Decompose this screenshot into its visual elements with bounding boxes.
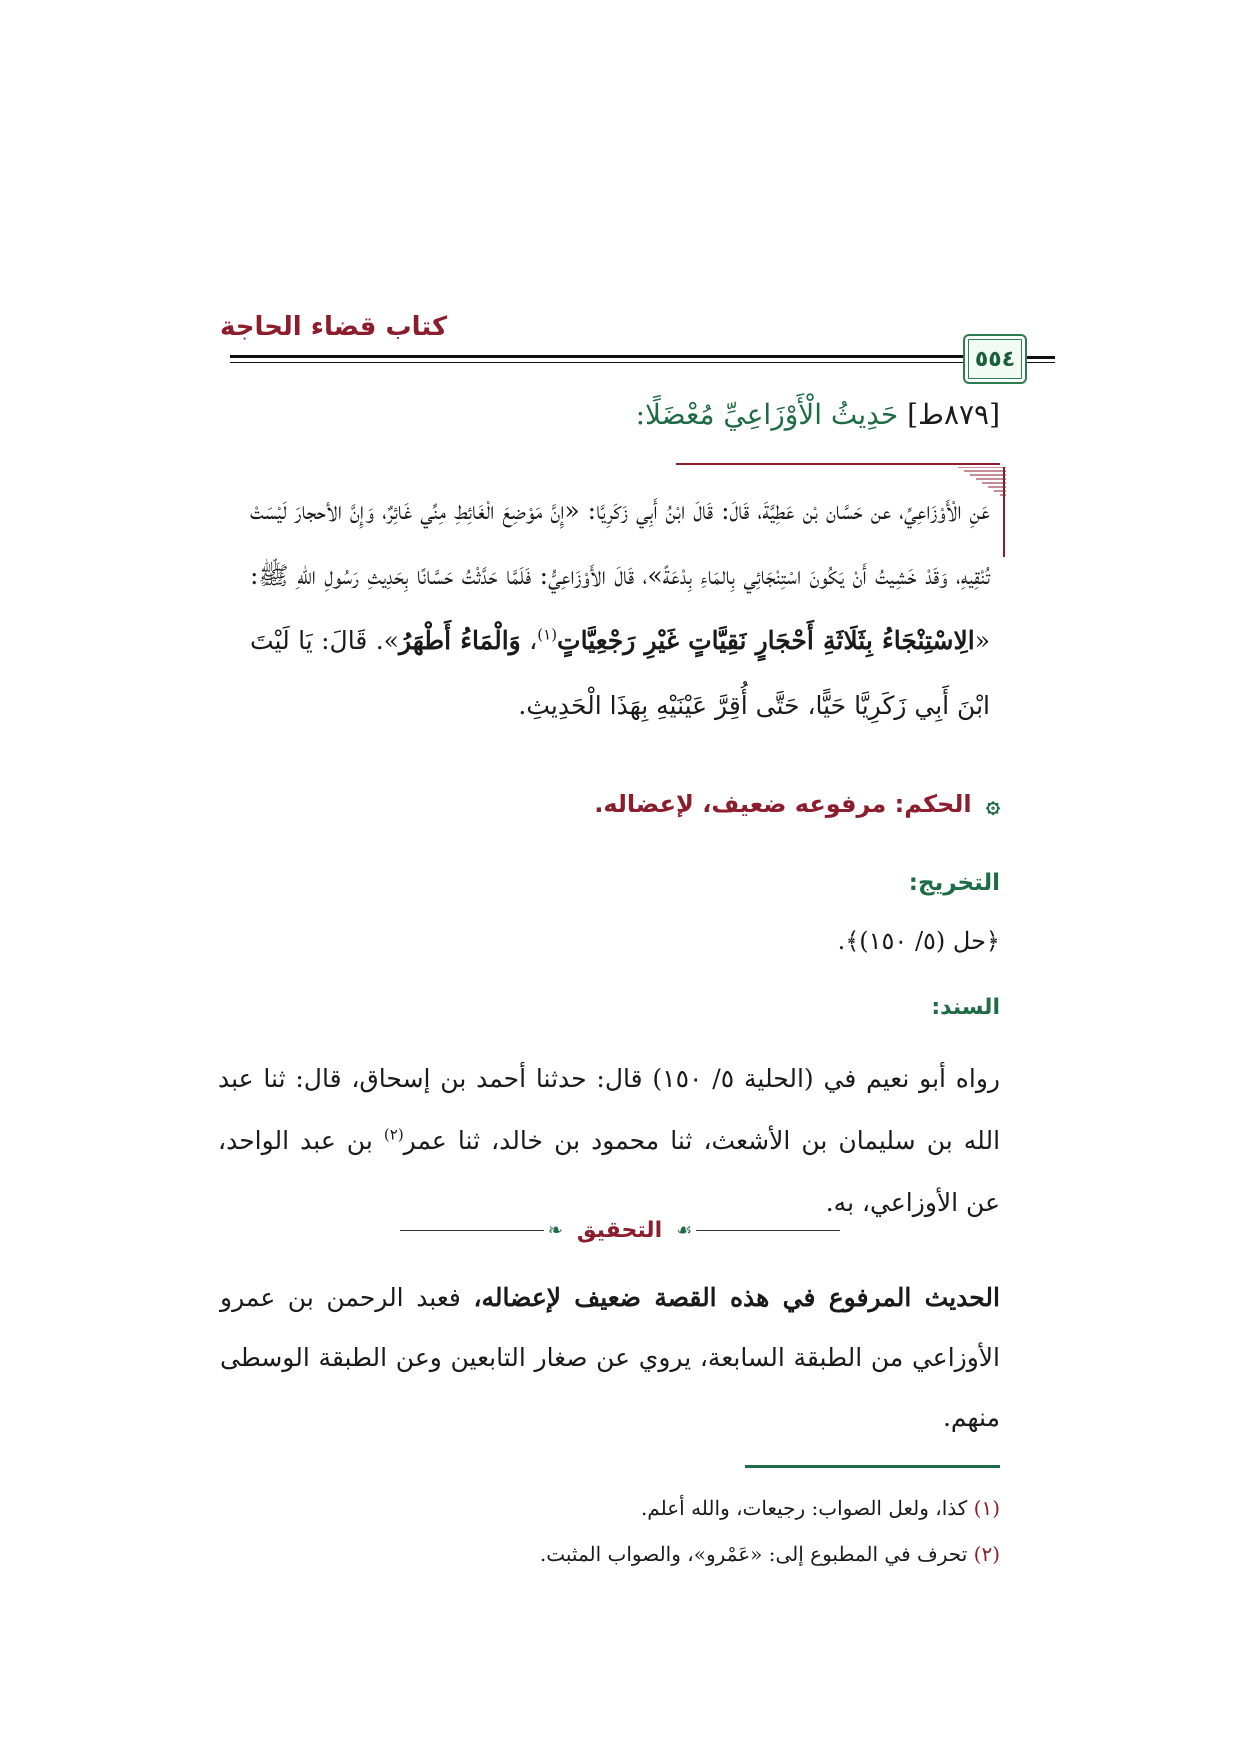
tahqiq-body: فعبد الرحمن بن عمرو الأوزاعي من الطبقة السابعة، يروي عن صغار التابعين وعن الطبقة الوسطى منهم. <box>220 1283 1000 1432</box>
hadith-text-part2: ». قَالَ: يَا لَيْتَ ابْنَ أَبِي زَكَرِيَّا حَيًّا، حَتَّى أُقِرَّ عَيْنَيْهِ بِهَذَا الْحَدِيثِ. <box>250 626 990 720</box>
tahqiq-text <box>220 1268 1000 1448</box>
header-rule-right-thick <box>1025 356 1055 359</box>
sanad-text-part2: بن عبد الواحد، عن الأوزاعي، به. <box>218 1126 1000 1217</box>
divider-ornament-icon: ☙ <box>676 1220 693 1241</box>
footnotes <box>400 1485 1000 1577</box>
sanad-label: السند: <box>931 995 1000 1020</box>
heading-underline <box>676 463 1000 465</box>
page-number: ٥٥٤ <box>974 346 1016 372</box>
sanad-text-part1: رواه أبو نعيم في (الحلية ٥/ ١٥٠) قال: حدثنا أحمد بن إسحاق، قال: ثنا عبد الله بن سليمان بن الأشعث، ثنا محمود بن خالد، ثنا عمر <box>218 1064 1001 1155</box>
divider-line-left <box>400 1230 544 1231</box>
takhrij-label: التخريج: <box>908 870 1000 896</box>
footnote-ref-1[interactable]: (١) <box>537 625 558 644</box>
footnote-number: (١) <box>973 1496 1000 1520</box>
book-title: كتاب قضاء الحاجة <box>220 312 448 342</box>
verdict-label: الحكم: <box>894 790 972 818</box>
header-rule-thick <box>230 355 963 358</box>
verdict-line <box>300 790 1000 818</box>
footnote-ref-2[interactable]: (٢) <box>383 1125 404 1144</box>
footnote-item <box>400 1485 1000 1531</box>
sanad-text <box>218 1048 1000 1234</box>
hadith-heading <box>480 398 1000 431</box>
takhrij-reference: ﴿حل (٥/ ١٥٠)﴾. <box>837 927 1000 955</box>
tahqiq-title: التحقيق <box>576 1218 663 1243</box>
divider-line-right <box>696 1230 840 1231</box>
header-rule-thin <box>230 362 963 363</box>
footnote-number: (٢) <box>973 1542 1000 1566</box>
hadith-title: حَدِيثُ الْأَوْزَاعِيِّ مُعْضَلًا: <box>635 398 899 431</box>
hadith-text-part1: عَنِ الْأَوْزَاعِيِّ، عن حَسَّان بْن عَطِيَّةَ، قَالَ: قَالَ ابْنُ أَبِي زَكَرِيَّا: «إِنَّ مَوْضِعَ الْغَائِطِ مِنِّي غَائِرٌ، وَإِنَّ الأحجارَ لَيْسَتْ تُنْقِيهِ، وَقَدْ خَشِيتُ أَنْ يَكُونَ اسْتِنْجَائِي بِالمَاءِ بِدْعَةً»، قَالَ الأَوْزَاعِيُّ: فَلَمَّا حَدَّثْتُ حَسَّانًا بِحَدِيثِ رَسُولِ اللهِ ﷺ: « <box>250 496 990 655</box>
page-number-badge <box>963 334 1027 384</box>
flower-ornament-icon: ۞ <box>985 790 1000 818</box>
hadith-marfu-text: الِاسْتِنْجَاءُ بِثَلَاثَةِ أَحْجَارٍ نَقِيَّاتٍ غَيْرِ رَجْعِيَّاتٍ <box>557 626 975 655</box>
footnote-item <box>400 1531 1000 1577</box>
hadith-marfu-text-2: وَالْمَاءُ أَطْهَرُ <box>398 626 521 655</box>
footnote-text: كذا، ولعل الصواب: رجيعات، والله أعلم. <box>640 1496 974 1520</box>
footnote-separator <box>745 1465 1000 1468</box>
verdict-text: مرفوعه ضعيف، لإعضاله. <box>594 790 887 818</box>
header-rule-right-thin <box>1025 362 1055 363</box>
hadith-text <box>250 478 990 738</box>
hadith-comma: ، <box>520 626 538 655</box>
tahqiq-divider <box>400 1218 840 1243</box>
hadith-number: [٨٧٩ط] <box>907 398 1000 431</box>
divider-ornament-icon: ❧ <box>547 1220 563 1241</box>
tahqiq-lead: الحديث المرفوع في هذه القصة ضعيف لإعضاله، <box>473 1283 1000 1312</box>
footnote-text: تحرف في المطبوع إلى: «عَمْرو»، والصواب المثبت. <box>539 1542 974 1566</box>
